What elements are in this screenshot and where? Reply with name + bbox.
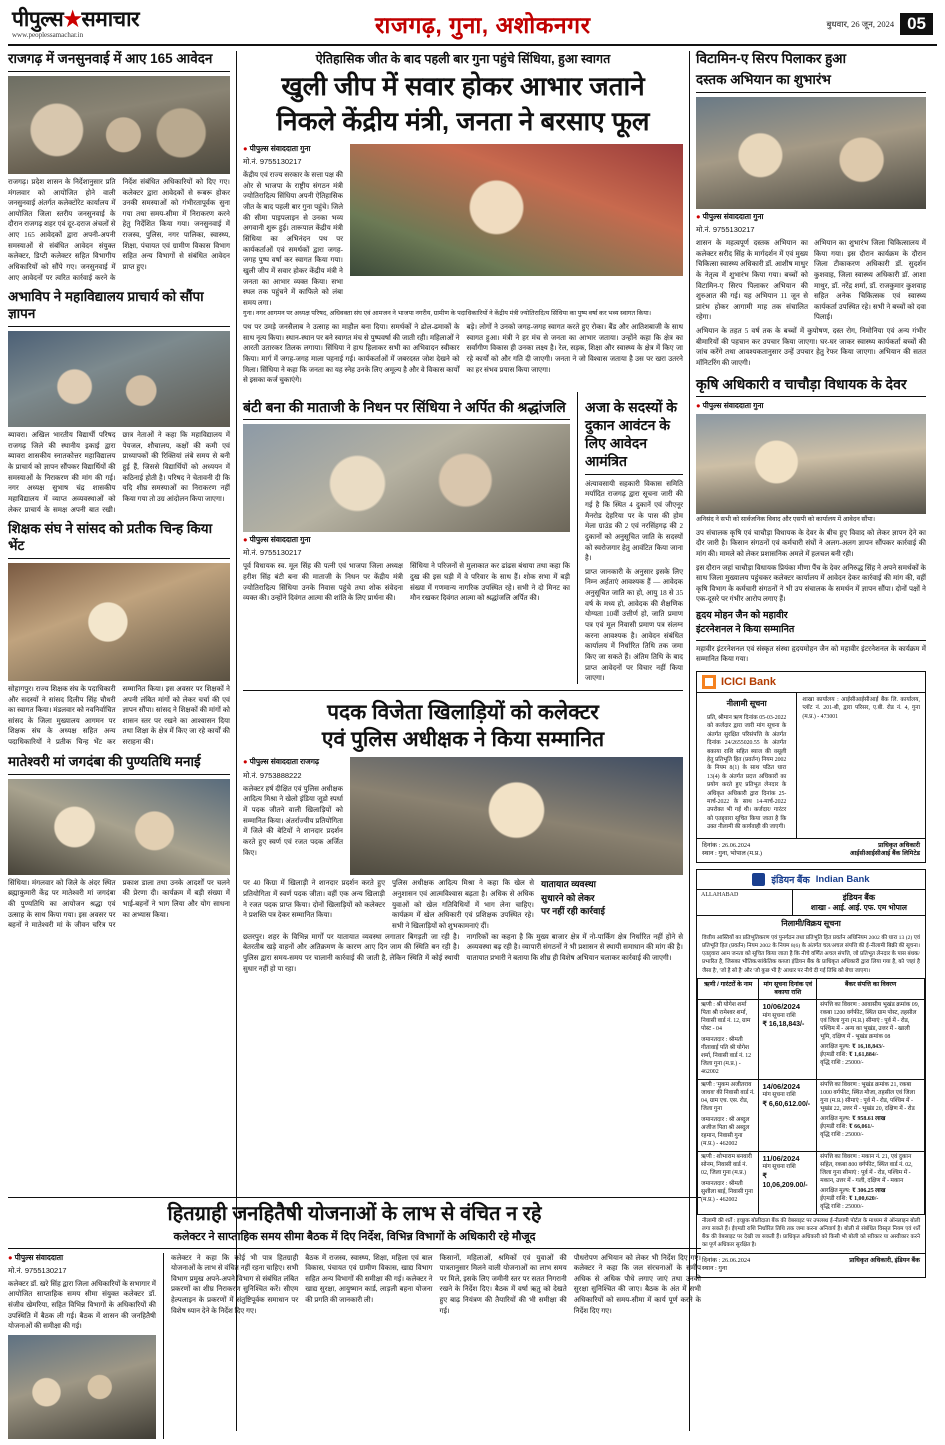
- aja-col1: अंत्यावसायी सहकारी विकास समिति मर्यादित राजगढ़ द्वारा सूचना जारी की गई है कि स्थित 4 दुकानें एवं जीएनूर मैनरोड देहरिया पर के पास की होम मेला ग्राउंड की 2 एवं नरसिंहगढ़ की 2 दुकानों को अनुसूचित जाति के सदस्यों को स्वरोजगार हेतु आवंटित किया जाना है।: [585, 479, 683, 563]
- auction-col-property: बैंकर संपत्ति का विवरण: [817, 978, 925, 1000]
- vitamin-byline-place: गुना: [753, 211, 764, 221]
- indian-bank-branch-line2: शाखा - आई. आई. एफ. एम भोपाल: [810, 903, 907, 913]
- masthead: [8, 6, 937, 46]
- row2-reserve: ₹ 958.61 लाख: [851, 1115, 886, 1122]
- banti-story: [243, 392, 570, 684]
- vitamin-col1: शासन के महत्वपूर्ण दस्तक अभियान का कलेक्टर सरीद सिंह के मार्गदर्शन में एवं मुख्य चिकित्सा स्वास्थ्य अधिकारी डॉ. आशीष माथुर के नेतृत्व में शुभारंभ किया गया। बच्चों को विटामिन-ए सिरप पिलाकर अभियान की शुरुआत की गई। यह अभियान 11 जून से प्रारंभ होकर आगामी माह तक संचालित रहेगा।: [696, 239, 808, 322]
- masthead-brand: [12, 9, 139, 39]
- jain-headline-line2: इंटरनेशनल ने किया सम्मानित: [696, 624, 926, 641]
- left-story4-body: सिंधिया। मंगलवार को जिले के अंदर स्थित ब्रह्माकुमारी केंद्र पर मातेश्वरी मां जगदंबा की पुण्यतिथि का आयोजन श्रद्धा एवं उत्साह के साथ किया गया। इस अवसर पर बहनों ने मातेश्वरी मां के जीवन चरित्र पर प्रकाश डाला तथा उनके आदर्शों पर चलने की प्रेरणा दी। कार्यक्रम में बड़ी संख्या में भाई-बहनों ने भाग लिया और योग साधना का अभ्यास किया।: [8, 878, 230, 930]
- row2-reserve-label: आरक्षित मूल्य: [820, 1115, 849, 1122]
- row1-reserve-label: आरक्षित मूल्य: [820, 1044, 849, 1051]
- vitamin-byline-paper: पीपुल्स संवाददाता: [702, 211, 752, 221]
- scindia-jeep-photo: [350, 144, 683, 276]
- medal-story: [243, 690, 683, 974]
- vitamin-headline-line1: विटामिन-ए सिरप पिलाकर हुआ: [696, 51, 847, 66]
- row1-borrower: ऋणी : श्री योगेश शर्मा पिता श्री रामेश्वर शर्मा, निवासी वार्ड नं. 12, ग्राम पोस्ट - 04: [701, 1002, 751, 1033]
- icici-ad-sign2: आईसीआईसीआई बैंक लिमिटेड: [849, 850, 920, 858]
- aja-story: [585, 392, 683, 684]
- row3-borrower: ऋणी : शोभाराम बनवारी सोनम, निवासी वार्ड नं. 02, जिला गुना (म.प्र.): [701, 1153, 752, 1176]
- auction-col-amount: मांग सूचना दिनांक एवं बकाया राशि: [759, 978, 817, 1000]
- auction-table-header-row: [698, 978, 925, 1000]
- banti-byline: [243, 535, 570, 545]
- medal-byline: [243, 757, 343, 767]
- icici-logo-icon: [702, 675, 716, 689]
- auction-table: [697, 978, 925, 1215]
- krishi-col2: इस दौरान जहां चाचौड़ा विधायक प्रियंका मीणा पैंच के देवर अनिरुद्ध सिंह ने अपने समर्थकों के साथ जिला मुख्यालय पहुंचकर कलेक्टर कार्यालय में आवेदन देकर कार्रवाई की मांग की, वहीं कृषि विभाग के कर्मचारी संगठनों ने भी उप संचालक के समर्थन में ज्ञापन सौंपा। दोनों पक्षों ने एक-दूसरे पर गंभीर आरोप लगाए हैं।: [696, 563, 926, 604]
- gyapan-photo: [696, 414, 926, 514]
- byline-dot-icon: ●: [243, 143, 248, 153]
- lead-col3: बड़े। लोगों ने उनको जगह-जगह स्वागत करते हुए रोका। बैंड और आतिशबाजी के साथ स्वागत हुआ। मंत्री ने हर मंच से जनता का आभार जताया। उन्होंने कहा कि क्षेत्र का सर्वांगीण विकास ही उनका लक्ष्य है। रेल, सड़क, शिक्षा और स्वास्थ्य के क्षेत्र में किए जा रहे कार्यों को और गति दी जाएगी। जनता ने जो विश्वास जताया है उस पर खरा उतरने का हर संभव प्रयास किया जाएगा।: [466, 323, 683, 374]
- jain-headline-line1: हृदय मोहन जैन को महावीर: [696, 610, 788, 622]
- indian-bank-notice-body: वित्तीय आस्तियों का प्रतिभूतिकरण एवं पुनर्गठन तथा प्रतिभूति हित प्रवर्तन अधिनियम 2002 की धारा 13 (2) एवं प्रतिभूति हित (प्रवर्तन) नियम 2002 के नियम 8(6) के अंतर्गत चल/अचल संपत्ति की ई-नीलामी बिक्री की सूचना। एतद्द्वारा आम जनता को सूचित किया जाता है कि नीचे वर्णित अचल संपत्ति, जो प्रतिभूत लेनदार के पास बंधक/प्रभारित है, जिसका भौतिक/सांकेतिक कब्जा इंडियन बैंक के प्राधिकृत अधिकारी द्वारा लिया गया है, को 'जहां है जैसा है', 'जो है सो है' और 'जो कुछ भी है' आधार पर नीचे दी गई तिथि को बेचा जाएगा।: [702, 935, 920, 974]
- banner-col1: कलेक्टर डॉ. खरे सिंह द्वारा जिला अधिकारियों के सभागार में आयोजित साप्ताहिक समय सीमा संयुक्त कलेक्टर डॉ. संजीव खेमरिया, सहित विभिन्न विभागों के अधिकारियों की उपस्थिति में बैठक ली गई। बैठक में शासन की जनहितैषी योजनाओं की समीक्षा की गई।: [8, 1279, 156, 1331]
- krishi-byline: [696, 401, 926, 411]
- vitamin-col2: अभियान का शुभारंभ जिला चिकित्सालय में किया गया। इस दौरान कार्यक्रम के दौरान जिला टीकाकरण अधिकारी डॉ. सुदर्शन कुशवाह, जिला स्वास्थ्य अधिकारी डॉ. आशा माथुर, डॉ. नरेंद्र शर्मा, डॉ. राजकुमार कुशवाह सहित अनेक चिकित्सक एवं स्वास्थ्य कार्यकर्ता उपस्थित रहे। सभी ने बच्चों को दवा पिलाई।: [814, 239, 926, 322]
- banner-col5: पौधरोपण अभियान को लेकर भी निर्देश दिए गए। कलेक्टर ने कहा कि जल संरचनाओं के समीप अधिक से अधिक पौधे लगाए जाएं तथा उनकी सुरक्षा सुनिश्चित की जाए। बैठक के अंत में सभी अधिकारियों को समय-सीमा में कार्य पूर्ण करने के निर्देश दिए गए।: [573, 1253, 701, 1315]
- medal-byline-mobile: मो.नं. 9753888222: [243, 770, 302, 780]
- medal-headline-line2: एवं पुलिस अधीक्षक ने किया सम्मानित: [321, 728, 605, 752]
- row3-date: 11/06/2024: [762, 1153, 800, 1163]
- lead-col1: केंद्रीय एवं राज्य सरकार के सत्ता पक्ष की ओर से भाजपा के राष्ट्रीय संगठन मंत्री ज्योतिरादित्य सिंधिया अपनी ऐतिहासिक जीत के बाद पहली बार गुना पहुंचे। जिले की सीमा पाइपलाइन से उनका भव्य अगवानी शुरू हुई। तारूपाल केंद्रीय मंत्री सिंधिया का अभिनंदन पथ पर कार्यकर्ताओं एवं समर्थकों द्वारा जगह-जगह पुष्प वर्षा कर स्वागत किया गया। खुली जीप में सवार होकर केंद्रीय मंत्री ने जनता का आभार व्यक्त किया। सभा स्थल तक पहुंचने में काफिले को लंबा समय लगा।: [243, 171, 343, 307]
- banner-byline-mobile: मो.नं. 9755130217: [8, 1265, 67, 1275]
- row1-guarantor: जमानतदार : श्रीमती गीतावाई पति श्री योगेश शर्मा, निवासी वार्ड नं. 12 जिला गुना (म.प्र.) - 462002: [701, 1037, 752, 1076]
- row2-amount: ₹ 6,60,612.00/-: [762, 1101, 811, 1109]
- left-story2-body: ब्यावरा। अखिल भारतीय विद्यार्थी परिषद राजगढ़ जिले की स्थानीय इकाई द्वारा ब्यावरा शासकीय स्नातकोत्तर महाविद्यालय के प्राचार्य को ज्ञापन सौंपकर विद्यार्थियों की समस्याओं के निराकरण की मांग की गई। नगर अध्यक्ष सुभाष चंद्र शासकीय महाविद्यालय में व्याप्त अव्यवस्थाओं को लेकर प्राचार्य के समक्ष अपनी बात रखी। छात्र नेताओं ने कहा कि महाविद्यालय में पेयजल, शौचालय, कक्षों की कमी एवं प्राध्यापकों की रिक्तियां लंबे समय से बनी हुई हैं, जिससे विद्यार्थियों को अध्ययन में कठिनाई होती है। परिषद ने चेतावनी दी कि यदि शीघ्र समस्याओं का निराकरण नहीं किया गया तो उग्र आंदोलन किया जाएगा।: [8, 431, 230, 514]
- row3-amount-label: मांग सूचना राशि: [762, 1163, 796, 1170]
- banti-headline: बंटी बना की माताजी के निधन पर सिंधिया ने अर्पित की श्रद्धांजलि: [243, 398, 570, 420]
- row3-emd-label: ईएमडी राशि: [820, 1195, 846, 1202]
- indian-bank-logo-icon: [752, 873, 765, 886]
- row3-guarantor: जमानतदार : श्रीमती सुशीला बाई, निवासी गुना (म.प्र.) - 462002: [701, 1180, 753, 1203]
- lead-headline-line2: निकले केंद्रीय मंत्री, जनता ने बरसाए फूल: [276, 106, 650, 137]
- indian-bank-branch-line1: इंडियन बैंक: [842, 893, 876, 903]
- row1-emd-label: ईएमडी राशि: [820, 1052, 846, 1059]
- lead-byline: [243, 144, 343, 154]
- star-icon: ★: [63, 8, 82, 31]
- left-story1-body: राजगढ़। प्रदेश शासन के निर्देशानुसार प्रति मंगलवार को आयोजित होने वाली जनसुनवाई अंतर्गत कलेक्टोरेट कार्यालय में आयोजित जिला स्तरीय जनसुनवाई के दौरान राजगढ़ शहर एवं दूर-दराज अंचलों से आए 165 आवेदकों द्वारा अपनी-अपनी समस्याओं से संबंधित आवेदन संयुक्त कलेक्टर, डिप्टी कलेक्टर सहित विभागीय अधिकारियों को सौंपे गए। जनसुनवाई में आए आवेदनों पर त्वरित कार्रवाई करने के निर्देश संबंधित अधिकारियों को दिए गए। कलेक्टर द्वारा आवेदकों से रूबरू होकर उनकी समस्याओं को गंभीरतापूर्वक सुना गया तथा समय-सीमा में निराकरण करने हेतु निर्देशित किया गया। जनसुनवाई में राजस्व, पुलिस, नगर पालिका, स्वास्थ्य, शिक्षा, पंचायत एवं ग्रामीण विकास विभाग सहित अन्य विभागों से संबंधित आवेदन प्राप्त हुए।: [8, 177, 230, 282]
- indian-bank-footer-place: स्थान : गुना: [702, 1265, 728, 1273]
- traffic-headline-line3: पर नहीं रही कार्रवाई: [541, 905, 605, 916]
- banner-left-block: [8, 1253, 156, 1439]
- table-row: ऋणी : शोभाराम बनवारी सोनम, निवासी वार्ड नं. 02, जिला गुना (म.प्र.) जमानतदार : श्रीमती सुशीला बाई, निवासी गुना (म.प्र.) - 462002 11/06/2024 मांग सूचना राशि ₹ 10,06,209.00/- संपत्ति का विवरण : मकान नं. 21, एवं दुकान सहित, रकबा 800 वर्गफीट, स्थित वार्ड नं. 02, जिला गुना सीमाएं : पूर्व में - रोड, पश्चिम में - मकान, उत्तर में - गली, दक्षिण में - मकान आरक्षित मूल्य: ₹ 306.25 लाख ईएमडी राशि: ₹ 1,00,620/- वृद्धि राशि : 25000/-: [698, 1151, 925, 1214]
- indian-bank-notice-title: निलामी/विक्रय सूचना: [781, 919, 841, 929]
- icici-ad-date: दिनांक : 26.06.2024: [702, 841, 751, 849]
- vitamin-byline: [696, 212, 926, 222]
- left-story1-headline: राजगढ़ में जनसुनवाई में आए 165 आवेदन: [8, 51, 230, 72]
- banti-col2: सिंधिया ने परिजनों से मुलाकात कर ढांढस बंधाया तथा कहा कि दुख की इस घड़ी में वे परिवार के साथ हैं। शोक सभा में बड़ी संख्या में गणमान्य नागरिक उपस्थित रहे। सभी ने दो मिनट का मौन रखकर दिवंगत आत्मा को श्रद्धांजलि अर्पित की।: [410, 562, 570, 603]
- banner-byline: [8, 1253, 156, 1263]
- medal-col3: पुलिस अधीक्षक आदित्य मिश्रा ने कहा कि खेल से अनुशासन एवं आत्मविश्वास बढ़ता है। अधिक से अधिक युवाओं को खेल गतिविधियों में भाग लेना चाहिए। कार्यक्रम में खेल अधिकारी एवं प्रशिक्षक उपस्थित रहे। सभी ने खिलाड़ियों को शुभकामनाएं दीं।: [392, 879, 534, 930]
- traffic-col1: छतरपुर। शहर के विभिन्न मार्गों पर यातायात व्यवस्था लगातार बिगड़ती जा रही है। बेतरतीब खड़े वाहनों और अतिक्रमण के कारण आए दिन जाम की स्थिति बन रही है। पुलिस द्वारा समय-समय पर चालानी कार्रवाई की जाती है, लेकिन स्थिति में कोई स्थायी सुधार नहीं हो पा रहा।: [243, 932, 460, 973]
- medal-byline-paper: पीपुल्स संवाददाता: [249, 757, 299, 767]
- logo-second-text: समाचार: [81, 8, 140, 31]
- banti-byline-place: गुना: [300, 535, 311, 545]
- row2-increment: वृद्धि राशि : 25000/-: [820, 1131, 864, 1138]
- jain-col1: महावीर इंटरनेशनल एवं संस्कृत संस्था हृदयमोहन जैन को महावीर इंटरनेशनल के कार्यक्रम में सम्मानित किया गया।: [696, 644, 926, 664]
- icici-ad-header: [697, 672, 925, 693]
- indian-bank-header: [697, 870, 925, 890]
- indian-bank-footer-terms: नीलामी की शर्तें : इच्छुक बोलीदाता बैंक की वेबसाइट पर उपलब्ध ई-नीलामी पोर्टल के माध्यम से ऑनलाइन बोली लगा सकते हैं। ईएमडी राशि निर्धारित तिथि तक जमा करना अनिवार्य है। बोली से संबंधित विस्तृत नियम एवं शर्तें बैंक की वेबसाइट पर देखी जा सकती हैं। प्राधिकृत अधिकारी को किसी भी बोली को स्वीकार या अस्वीकार करने का पूर्ण अधिकार सुरक्षित है।: [702, 1217, 920, 1248]
- aja-col2: प्राप्त जानकारी के अनुसार इसके लिए निम्न अर्हताएं आवश्यक हैं — आवेदक अनुसूचित जाति का हो, आयु 18 से 35 वर्ष के मध्य हो, आवेदक की शैक्षणिक योग्यता 10वीं उत्तीर्ण हो, जाति प्रमाण पत्र एवं मूल निवासी प्रमाण पत्र संलग्न करना आवश्यक है। आवेदन संबंधित कार्यालय में निर्धारित तिथि तक जमा किए जा सकते हैं। अंतिम तिथि के बाद प्राप्त आवेदनों पर विचार नहीं किया जाएगा।: [585, 567, 683, 683]
- krishi-byline-paper: पीपुल्स संवाददाता: [702, 400, 752, 410]
- aja-headline: अजा के सदस्यों के दुकान आवंटन के लिए आवेदन आमंत्रित: [585, 398, 683, 475]
- indian-bank-name-hi: इंडियन बैंक: [771, 875, 810, 887]
- lead-kicker: ऐतिहासिक जीत के बाद पहली बार गुना पहुंचे सिंधिया, हुआ स्वागत: [315, 52, 611, 66]
- icici-ad-place: स्थान : गुना, भोपाल (म.प्र.): [702, 850, 762, 858]
- bottom-banner-story: [8, 1191, 701, 1439]
- medal-col2: पर 40 किग्रा में खिलाड़ी ने शानदार प्रदर्शन करते हुए प्रतियोगिता में स्वर्ण पदक जीता। वहीं एक अन्य खिलाड़ी ने रजत पदक प्राप्त किया। दोनों खिलाड़ियों को कलेक्टर ने प्रशस्ति पत्र देकर सम्मानित किया।: [243, 879, 385, 920]
- abvp-photo: [8, 331, 230, 427]
- icici-ad-title: नीलामी सूचना: [726, 699, 767, 709]
- icici-ad-sign1: प्राधिकृत अधिकारी: [878, 841, 920, 849]
- masthead-logo: [12, 9, 139, 30]
- icici-ad-split: [697, 693, 925, 837]
- krishi-byline-place: गुना: [753, 400, 764, 410]
- byline-dot-icon: ●: [8, 1252, 13, 1262]
- banti-byline-paper: पीपुल्स संवाददाता: [249, 535, 299, 545]
- medal-headline-line1: पदक विजेता खिलाड़ियों को कलेक्टर: [327, 700, 599, 724]
- shradhanjali-photo: [243, 424, 570, 532]
- traffic-story: [541, 878, 683, 931]
- punyatithi-photo: [8, 779, 230, 875]
- row2-details: संपत्ति का विवरण : भूखंड क्रमांक 21, रकबा 1000 वर्गफीट, स्थित मौजा, तहसील एवं जिला गुना (म.प्र.) सीमाएं : पूर्व में - रोड, पश्चिम में - भूखंड 22, उत्तर में - भूखंड 20, दक्षिण में - रोड: [820, 1082, 916, 1113]
- icici-ad-left: [697, 693, 797, 837]
- row1-date: 10/06/2024: [762, 1002, 800, 1012]
- dastak-abhiyan-photo: [696, 97, 926, 209]
- indian-bank-allahabad: ALLAHABAD: [697, 890, 793, 915]
- medal-byline-place: राजगढ़: [300, 757, 320, 767]
- row1-emd: ₹ 1,61,884/-: [848, 1052, 879, 1059]
- icici-ad-body: प्रति, श्रीमान ऋण दिनांक 05-03-2022 को कर्जदार द्वारा जारी मांग सूचना के अंतर्गत सुरक्षित परिसंपत्ति के अंतर्गत दिनांक 24/2655020.55 के अंतर्गत बकाया राशि सहित ब्याज की वसूली हेतु प्रतिभूति हित (प्रवर्तन) नियम 2002 के नियम 8(1) के साथ पठित धारा 13(4) के अंतर्गत प्रदत्त अधिकारों का प्रयोग करते हुए प्रतिभूत लेनदार के अधिकृत अधिकारी द्वारा दिनांक 25-मार्च-2022 के साथ 14-मार्च-2022 उपरोक्त भी गई थी। कर्जदार/ गारंटर को एतद्द्वारा सूचित किया जाता है कि उक्त नीलामी की कार्यवाही की जाएगी।: [707, 715, 787, 831]
- lead-left-block: [243, 144, 343, 309]
- byline-paper: पीपुल्स संवाददाता: [249, 143, 299, 153]
- lead-photo-caption: गुना। नगर आगमन पर अध्यक्ष परिषद, अधिवक्ता संघ एवं आमजन ने भाजपा नगरीय, ग्रामीण के पदाधिकारियों ने केंद्रीय मंत्री ज्योतिरादित्य सिंधिया का पुष्प वर्षा कर भव्य स्वागत किया।: [243, 310, 652, 318]
- row2-borrower: ऋणी : 'मुकम अजीतराव जाधव' की निवासी वार्ड नं. 04, ग्राम एच. एस. रोड, जिला गुना: [701, 1082, 755, 1113]
- krishi-col1: उप संचालक कृषि एवं चाचौड़ा विधायक के देवर के बीच हुए विवाद को लेकर ज्ञापन देने का दौर जारी है। किसान संगठनों एवं कर्मचारी संघों ने अलग-अलग ज्ञापन सौंपकर कार्रवाई की मांग की। मामले को लेकर प्रशासनिक अमले में हलचल बनी रही।: [696, 528, 926, 558]
- icici-ad-right: [797, 693, 925, 837]
- masthead-website[interactable]: www.peoplessamachar.in: [12, 31, 84, 39]
- indian-bank-ad-footer: [697, 1253, 925, 1278]
- right-column: [690, 51, 926, 1431]
- masthead-date: बुधवार, 26 जून, 2024: [826, 18, 895, 29]
- vitamin-byline-mobile: मो.नं. 9755130217: [696, 224, 755, 234]
- traffic-headline-line1: यातायात व्यवस्था: [541, 879, 596, 890]
- indian-bank-footer-date: दिनांक : 26.06.2024: [702, 1256, 751, 1264]
- banner-col3: बैठक में राजस्व, स्वास्थ्य, शिक्षा, महिला एवं बाल विकास, पंचायत एवं ग्रामीण विकास, खाद्य विभाग सहित अन्य विभागों की समीक्षा की गई। कलेक्टर ने खाद्य सुरक्षा, आयुष्मान कार्ड, लाड़ली बहना योजना की प्रगति की जानकारी ली।: [305, 1253, 433, 1305]
- row2-emd-label: ईएमडी राशि: [820, 1123, 846, 1130]
- row2-amount-label: मांग सूचना राशि: [762, 1092, 796, 1099]
- table-row: ऋणी : 'मुकम अजीतराव जाधव' की निवासी वार्ड नं. 04, ग्राम एच. एस. रोड, जिला गुना जमानतदार : श्री अब्दुल अजीज पिता श्री अब्दुल रहमान, निवासी गुना (म.प्र.) - 462002 14/06/2024 मांग सूचना राशि ₹ 6,60,612.00/- संपत्ति का विवरण : भूखंड क्रमांक 21, रकबा 1000 वर्गफीट, स्थित मौजा, तहसील एवं जिला गुना (म.प्र.) सीमाएं : पूर्व में - रोड, पश्चिम में - भूखंड 22, उत्तर में - भूखंड 20, दक्षिण में - रोड आरक्षित मूल्य: ₹ 958.61 लाख ईएमडी राशि: ₹ 66,061/- वृद्धि राशि : 25000/-: [698, 1080, 925, 1152]
- icici-bank-ad: [696, 671, 926, 863]
- logo-main-text: पीपुल्स: [12, 8, 64, 31]
- icici-ad-footer: [697, 838, 925, 863]
- row1-increment: वृद्धि राशि : 25000/-: [820, 1060, 864, 1067]
- vitamin-headline-line2: दस्तक अभियान का शुभारंभ: [696, 72, 926, 93]
- row3-increment: वृद्धि राशि : 25000/-: [820, 1203, 864, 1210]
- row1-details: संपत्ति का विवरण : आवासीय भूखंड क्रमांक 09, रकबा 1200 वर्गफीट, स्थित ग्राम पोस्ट, तहसील एवं जिला गुना (म.प्र.) सीमाएं : पूर्व में - रोड, पश्चिम में - अन्य का भूखंड, उत्तर में - खाली भूमि, दक्षिण में - भूखंड क्रमांक 08: [820, 1002, 920, 1041]
- banti-byline-mobile: मो.नं. 9755130217: [243, 548, 302, 558]
- byline-dot-icon: ●: [243, 757, 248, 767]
- krishi-headline-line1: कृषि अधिकारी व चाचौड़ा विधायक के देवर: [696, 375, 926, 397]
- byline-dot-icon: ●: [696, 211, 701, 221]
- byline-dot-icon: ●: [243, 535, 248, 545]
- indian-bank-footer-sign: प्राधिकृत अधिकारी, इंडियन बैंक: [849, 1256, 920, 1264]
- banner-col2: कलेक्टर ने कहा कि कोई भी पात्र हितग्राही योजनाओं के लाभ से वंचित नहीं रहना चाहिए। सभी विभाग प्रमुख अपने-अपने विभाग से संबंधित लंबित प्रकरणों का शीघ्र निराकरण सुनिश्चित करें। सीएम हेल्पलाइन के प्रकरणों में संतुष्टिपूर्वक समाधान पर विशेष ध्यान देने के निर्देश दिए गए।: [171, 1253, 299, 1315]
- left-story3-headline: शिक्षक संघ ने सांसद को प्रतीक चिन्ह किया भेंट: [8, 521, 230, 559]
- row3-reserve: ₹ 306.25 लाख: [851, 1187, 886, 1194]
- jansunwai-photo: [8, 76, 230, 174]
- masthead-edition: राजगढ़, गुना, अशोकनगर: [375, 12, 591, 38]
- indian-bank-name-en: Indian Bank: [815, 874, 870, 886]
- banner-col4: किसानों, महिलाओं, श्रमिकों एवं युवाओं की पात्रतानुसार मिलने वाली योजनाओं का लाभ समय पर मिले, इसके लिए जमीनी स्तर पर सतत निगरानी रखने के निर्देश दिए। बैठक में वर्षा ऋतु को देखते हुए बाढ़ नियंत्रण की तैयारियों की भी समीक्षा की गई।: [439, 1253, 567, 1315]
- row3-reserve-label: आरक्षित मूल्य: [820, 1187, 849, 1194]
- row1-amount: ₹ 16,18,843/-: [762, 1021, 805, 1029]
- row3-emd: ₹ 1,00,620/-: [848, 1195, 879, 1202]
- shikshak-sangh-photo: [8, 563, 230, 681]
- row1-reserve: ₹ 16,18,843/-: [851, 1044, 885, 1051]
- lead-col2: पथ पर उमड़े जनसैलाब ने उत्साह का माहौल बना दिया। समर्थकों ने ढोल-ढमाकों के साथ नृत्य किया। स्थान-स्थान पर बने स्वागत मंच से पुष्पवर्षा की जाती रही। महिलाओं ने आरती उतारकर तिलक लगाया। सिंधिया ने हाथ हिलाकर सभी का अभिवादन स्वीकार किया। मार्ग में जगह-जगह माला पहनाई गई। कार्यकर्ताओं में जबरदस्त जोश देखने को मिला। सिंधिया ने कहा कि जनता का यह स्नेह उनके लिए अमूल्य है और वे विकास कार्यों से इसका कर्ज चुकाएंगे।: [243, 323, 460, 385]
- medal-winners-photo: [350, 757, 683, 875]
- krishi-photo-caption: अनिसंद ने सभी को सार्वजनिक विवाद और एसपी को कार्यालय में आवेदन सौंपा।: [696, 516, 876, 523]
- banner-title: हितग्राही जनहितैषी योजनाओं के लाभ से वंचित न रहे: [167, 1202, 542, 1225]
- banner-subtitle: कलेक्टर ने साप्ताहिक समय सीमा बैठक में दिए निर्देश, विभिन्न विभागों के अधिकारी रहे मौजूद: [173, 1230, 536, 1243]
- banner-divider: [163, 1253, 164, 1439]
- banti-col1: पूर्व विधायक स्व. मूल सिंह की पत्नी एवं भाजपा जिला अध्यक्ष हरीश सिंह बंटी बना की माताजी के निधन पर केंद्रीय मंत्री ज्योतिरादित्य सिंधिया उनके निवास पहुंचे तथा शोक संवेदना व्यक्त की। उन्होंने दिवंगत आत्मा की शांति के लिए प्रार्थना की।: [243, 562, 403, 603]
- lead-headline-line1: खुली जीप में सवार होकर आभार जताने: [281, 71, 645, 102]
- traffic-col2: नागरिकों का कहना है कि मुख्य बाजार क्षेत्र में नो-पार्किंग क्षेत्र निर्धारित नहीं होने से अव्यवस्था बढ़ रही है। व्यापारी संगठनों ने भी प्रशासन से स्थायी समाधान की मांग की है। यातायात प्रभारी ने बताया कि शीघ्र ही विशेष अभियान चलाकर कार्रवाई की जाएगी।: [466, 932, 683, 962]
- row2-guarantor: जमानतदार : श्री अब्दुल अजीज पिता श्री अब्दुल रहमान, निवासी गुना (म.प्र.) - 462002: [701, 1116, 750, 1147]
- indian-bank-ad: [696, 869, 926, 1278]
- row3-amount: ₹ 10,06,209.00/-: [762, 1172, 808, 1190]
- collector-meeting-photo: [8, 1335, 156, 1439]
- medal-left-block: [243, 757, 343, 875]
- page-number: 05: [900, 13, 933, 35]
- row3-details: संपत्ति का विवरण : मकान नं. 21, एवं दुकान सहित, रकबा 800 वर्गफीट, स्थित वार्ड नं. 02, जिला गुना सीमाएं : पूर्व में - रोड, पश्चिम में - मकान, उत्तर में - गली, दक्षिण में - मकान: [820, 1153, 913, 1184]
- row1-amount-label: मांग सूचना राशि: [762, 1012, 796, 1019]
- byline-dot-icon: ●: [696, 400, 701, 410]
- icici-bank-name: ICICI Bank: [721, 676, 777, 689]
- left-story2-headline: अभाविप ने महाविद्यालय प्राचार्य को सौंपा ज्ञापन: [8, 289, 230, 327]
- inner-divider-1: [577, 392, 578, 684]
- table-row: ऋणी : श्री योगेश शर्मा पिता श्री रामेश्वर शर्मा, निवासी वार्ड नं. 12, ग्राम पोस्ट - 04 जमानतदार : श्रीमती गीतावाई पति श्री योगेश शर्मा, निवासी वार्ड नं. 12 जिला गुना (म.प्र.) - 462002 10/06/2024 मांग सूचना राशि ₹ 16,18,843/- संपत्ति का विवरण : आवासीय भूखंड क्रमांक 09, रकबा 1200 वर्गफीट, स्थित ग्राम पोस्ट, तहसील एवं जिला गुना (म.प्र.) सीमाएं : पूर्व में - रोड, पश्चिम में - अन्य का भूखंड, उत्तर में - खाली भूमि, दक्षिण में - भूखंड क्रमांक 08 आरक्षित मूल्य: ₹ 16,18,843/- ईएमडी राशि: ₹ 1,61,884/- वृद्धि राशि : 25000/-: [698, 1000, 925, 1080]
- lead-byline-mobile: मो.नं. 9755130217: [243, 156, 302, 166]
- vitamin-col3: अभियान के तहत 5 वर्ष तक के बच्चों में कुपोषण, दस्त रोग, निमोनिया एवं अन्य गंभीर बीमारियों की पहचान कर उपचार किया जाएगा। घर-घर जाकर स्वास्थ्य कार्यकर्ता बच्चों की जांच करेंगे तथा आवश्यकतानुसार उन्हें उपचार हेतु रेफर किया जाएगा। अभियान की सतत मॉनिटरिंग की जाएगी।: [696, 327, 926, 368]
- byline-place: गुना: [300, 143, 311, 153]
- masthead-meta: [826, 13, 933, 35]
- banner-byline-paper: पीपुल्स संवाददाता: [14, 1252, 64, 1262]
- left-story4-headline: मातेश्वरी मां जगदंबा की पुण्यतिथि मनाई: [8, 754, 230, 775]
- row2-emd: ₹ 66,061/-: [848, 1123, 874, 1130]
- auction-col-borrower: ऋणी / गारंटरों के नाम: [698, 978, 759, 1000]
- traffic-headline-line2: सुधारने को लेकर: [541, 892, 595, 903]
- row2-date: 14/06/2024: [762, 1082, 800, 1092]
- medal-col1: कलेक्टर हर्ष दीक्षित एवं पुलिस अधीक्षक आदित्य मिश्रा ने खेलो इंडिया जूडो स्पर्धा में पदक जीतने वाली खिलाड़ियों को सम्मानित किया। अंतर्राज्यीय प्रतियोगिता में जिले की बेटियों ने शानदार प्रदर्शन करते हुए स्वर्ण एवं रजत पदक अर्जित किए।: [243, 784, 343, 857]
- icici-ad-heading: शाखा कार्यालय : आईसीआईसीआई बैंक लि. कार्यालय, प्लॉट नं. 201-बी, द्वारा परिसर, ए.बी. रोड नं. 4, गुना (म.प्र.) - 473001: [802, 697, 920, 720]
- left-story3-body: सोहागपुर। राज्य शिक्षक संघ के पदाधिकारी और सदस्यों ने सांसद दिलीप सिंह चौधरी का स्वागत किया। मंडलवार को नवनिर्वाचित सांसद के जिला मुख्यालय आगमन पर शिक्षक संघ के अध्यक्ष सहित अन्य पदाधिकारियों ने प्रतीक चिन्ह भेंट कर सम्मानित किया। इस अवसर पर शिक्षकों ने अपनी लंबित मांगों को लेकर चर्चा की एवं ज्ञापन सौंपा। सांसद ने शिक्षकों की मांगों को शासन स्तर पर रखने का आश्वासन दिया तथा शिक्षा के क्षेत्र में किए जा रहे कार्यों की सराहना की।: [8, 684, 230, 747]
- banner-strip: [8, 1197, 701, 1249]
